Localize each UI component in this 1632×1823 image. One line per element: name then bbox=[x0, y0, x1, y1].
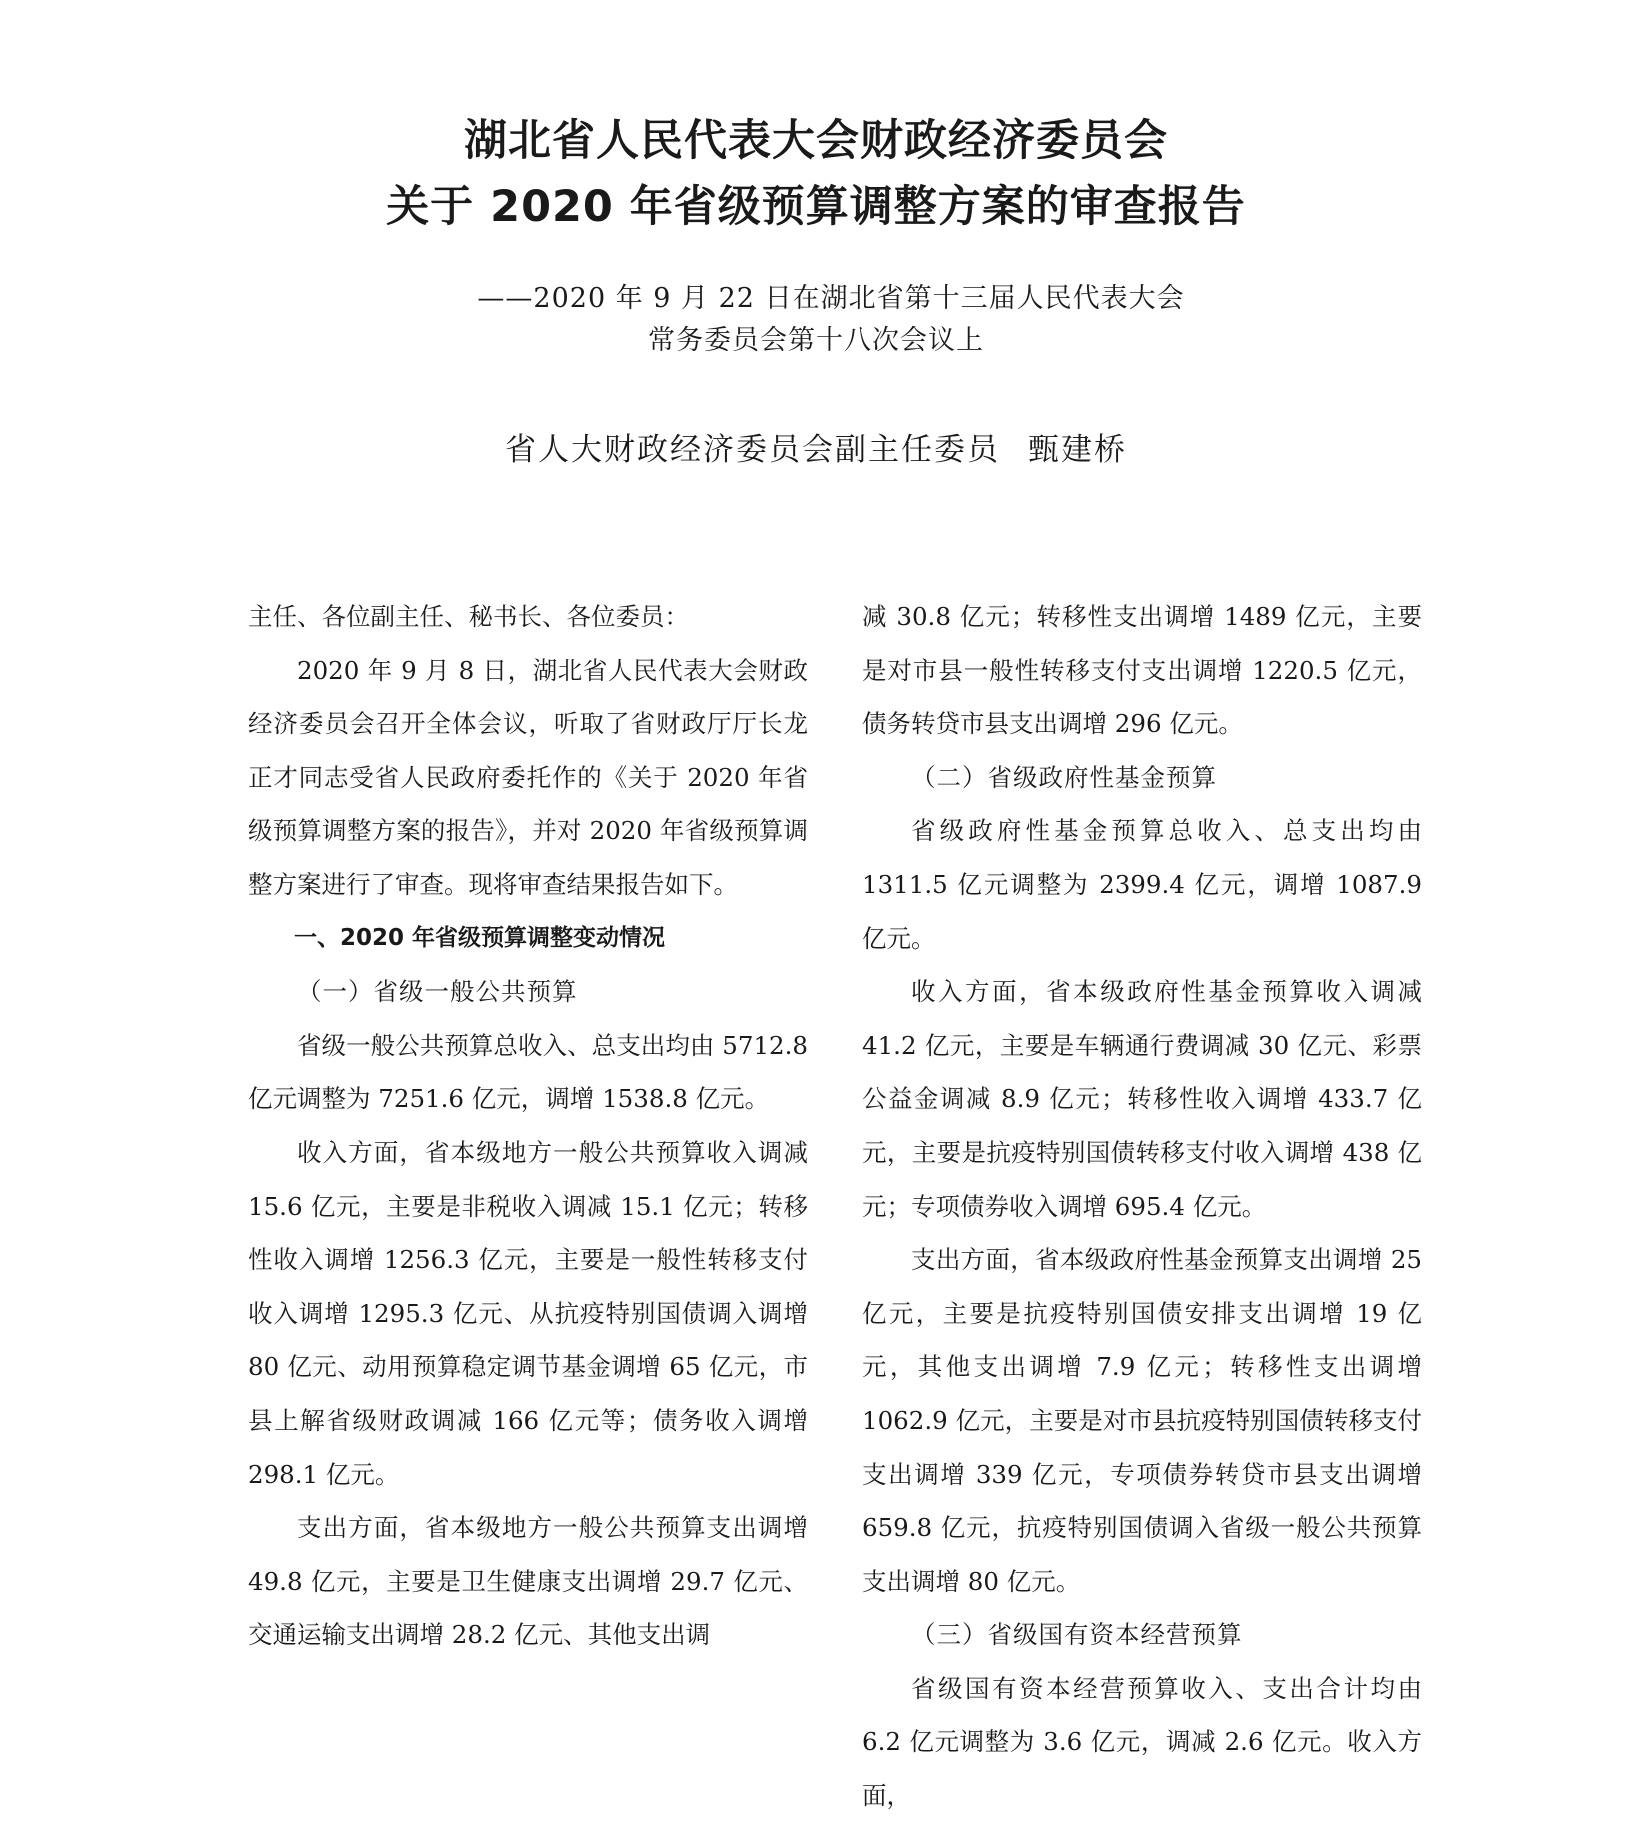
paragraph-general-budget-total: 省级一般公共预算总收入、总支出均由 5712.8 亿元调整为 7251.6 亿元，调增 1538.8 亿元。 bbox=[248, 1030, 808, 1114]
report-title bbox=[0, 108, 1632, 240]
salutation: 主任、各位副主任、秘书长、各位委员： bbox=[248, 602, 689, 631]
paragraph-fund-budget-total: 省级政府性基金预算总收入、总支出均由 1311.5 亿元调整为 2399.4 亿元，调增 1087.9 亿元。 bbox=[862, 816, 1422, 953]
author-line bbox=[0, 424, 1632, 469]
paragraph-general-budget-expenditure-cont: 减 30.8 亿元；转移性支出调增 1489 亿元，主要是对市县一般性转移支付支出调增 1220.5 亿元，债务转贷市县支出调增 296 亿元。 bbox=[862, 602, 1422, 739]
report-subtitle bbox=[0, 278, 1632, 362]
left-column bbox=[248, 590, 808, 1662]
subtitle-line-2: 常务委员会第十八次会议上 bbox=[648, 325, 984, 356]
paragraph-state-capital-budget-total: 省级国有资本经营预算收入、支出合计均由 6.2 亿元调整为 3.6 亿元，调减 2.6 亿元。收入方面， bbox=[862, 1673, 1422, 1811]
author-position: 省人大财政经济委员会副主任委员 bbox=[505, 432, 1000, 468]
paragraph-fund-budget-expenditure: 支出方面，省本级政府性基金预算支出调增 25 亿元，主要是抗疫特别国债安排支出调增 19 亿元，其他支出调增 7.9 亿元；转移性支出调增 1062.9 亿元，主要是对市县抗疫特别国债转移支付支出调增 339 亿元，专项债券转贷市县支出调增 659.8 亿元，抗疫特别国债调入省级一般公共预算支出调增 80 亿元。 bbox=[862, 1245, 1422, 1596]
author-name: 甄建桥 bbox=[1028, 432, 1127, 468]
section-heading-1: 一、2020 年省级预算调整变动情况 bbox=[294, 924, 666, 951]
right-column bbox=[862, 590, 1422, 1823]
paragraph-fund-budget-revenue: 收入方面，省本级政府性基金预算收入调减 41.2 亿元，主要是车辆通行费调减 30 亿元、彩票公益金调减 8.9 亿元；转移性收入调增 433.7 亿元，主要是抗疫特别国债转移支付收入调增 438 亿元；专项债券收入调增 695.4 亿元。 bbox=[862, 977, 1422, 1221]
intro-paragraph: 2020 年 9 月 8 日，湖北省人民代表大会财政经济委员会召开全体会议，听取了省财政厅厅长龙正才同志受省人民政府委托作的《关于 2020 年省级预算调整方案的报告》，并对 2020 年省级预算调整方案进行了审查。现将审查结果报告如下。 bbox=[248, 655, 808, 899]
title-line-1: 湖北省人民代表大会财政经济委员会 bbox=[464, 116, 1168, 166]
paragraph-general-budget-expenditure: 支出方面，省本级地方一般公共预算支出调增 49.8 亿元，主要是卫生健康支出调增 29.7 亿元、交通运输支出调增 28.2 亿元、其他支出调 bbox=[248, 1513, 808, 1650]
subsection-heading-state-capital-budget: （三）省级国有资本经营预算 bbox=[911, 1620, 1243, 1650]
subsection-heading-general-budget: （一）省级一般公共预算 bbox=[297, 977, 578, 1007]
subtitle-line-1: ——2020 年 9 月 22 日在湖北省第十三届人民代表大会 bbox=[477, 283, 1185, 314]
title-line-2: 关于 2020 年省级预算调整方案的审查报告 bbox=[386, 182, 1246, 232]
paragraph-general-budget-revenue: 收入方面，省本级地方一般公共预算收入调减 15.6 亿元，主要是非税收入调减 15.1 亿元；转移性收入调增 1256.3 亿元，主要是一般性转移支付收入调增 1295.3 亿元、从抗疫特别国债调入调增 80 亿元、动用预算稳定调节基金调增 65 亿元，市县上解省级财政调减 166 亿元等；债务收入调增 298.1 亿元。 bbox=[248, 1137, 808, 1489]
subsection-heading-fund-budget: （二）省级政府性基金预算 bbox=[911, 762, 1217, 792]
